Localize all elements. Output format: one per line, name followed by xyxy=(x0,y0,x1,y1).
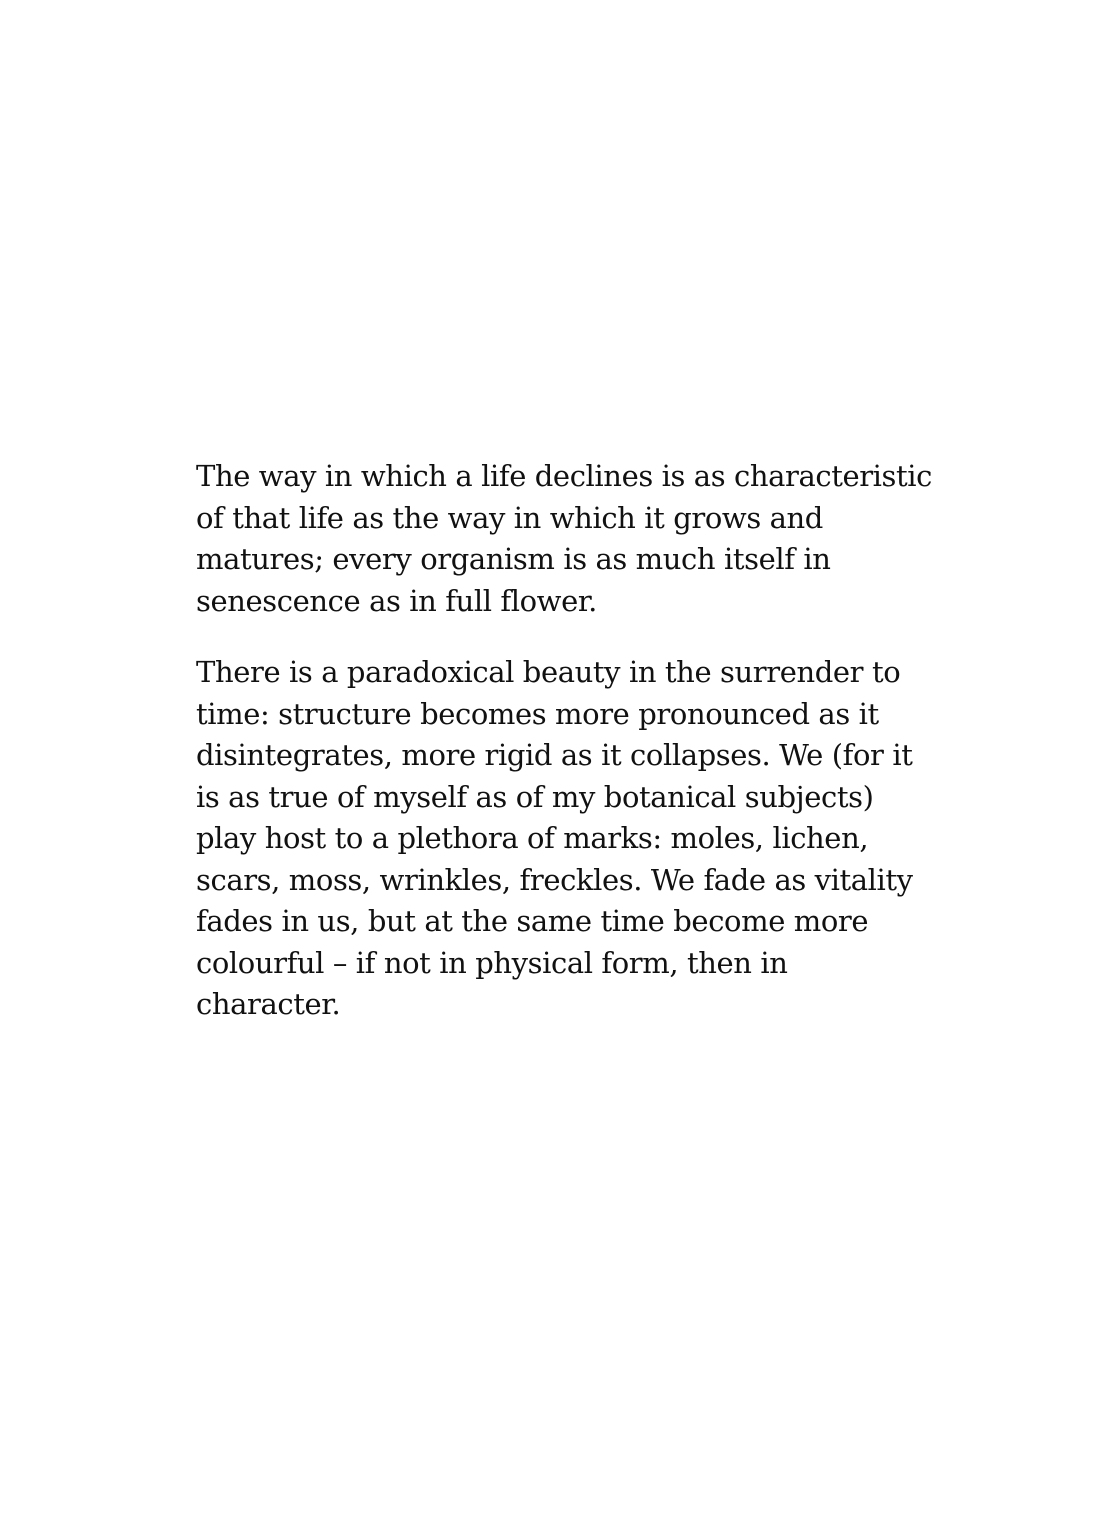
text-line: character. xyxy=(196,987,341,1021)
text-line: is as true of myself as of my botanical subjects) xyxy=(196,779,874,814)
body-text xyxy=(196,456,933,1026)
text-line: senescence as in full flower. xyxy=(196,583,597,618)
text-line: play host to a plethora of marks: moles, lichen, xyxy=(196,821,869,855)
text-line: matures; every organism is as much itself in xyxy=(196,542,831,576)
text-line: disintegrates, more rigid as it collapses. We (for it xyxy=(196,738,913,772)
text-line: The way in which a life declines is as characteristic xyxy=(196,459,933,493)
text-line: fades in us, but at the same time become more xyxy=(196,904,869,938)
paragraph-1 xyxy=(196,456,933,622)
text-line: of that life as the way in which it grows and xyxy=(196,500,823,535)
text-line: scars, moss, wrinkles, freckles. We fade as vitality xyxy=(196,862,913,897)
text-line: time: structure becomes more pronounced as it xyxy=(196,696,879,731)
text-line: There is a paradoxical beauty in the surrender to xyxy=(196,655,901,689)
text-line: colourful – if not in physical form, then in xyxy=(196,945,788,980)
paragraph-2 xyxy=(196,652,916,1026)
